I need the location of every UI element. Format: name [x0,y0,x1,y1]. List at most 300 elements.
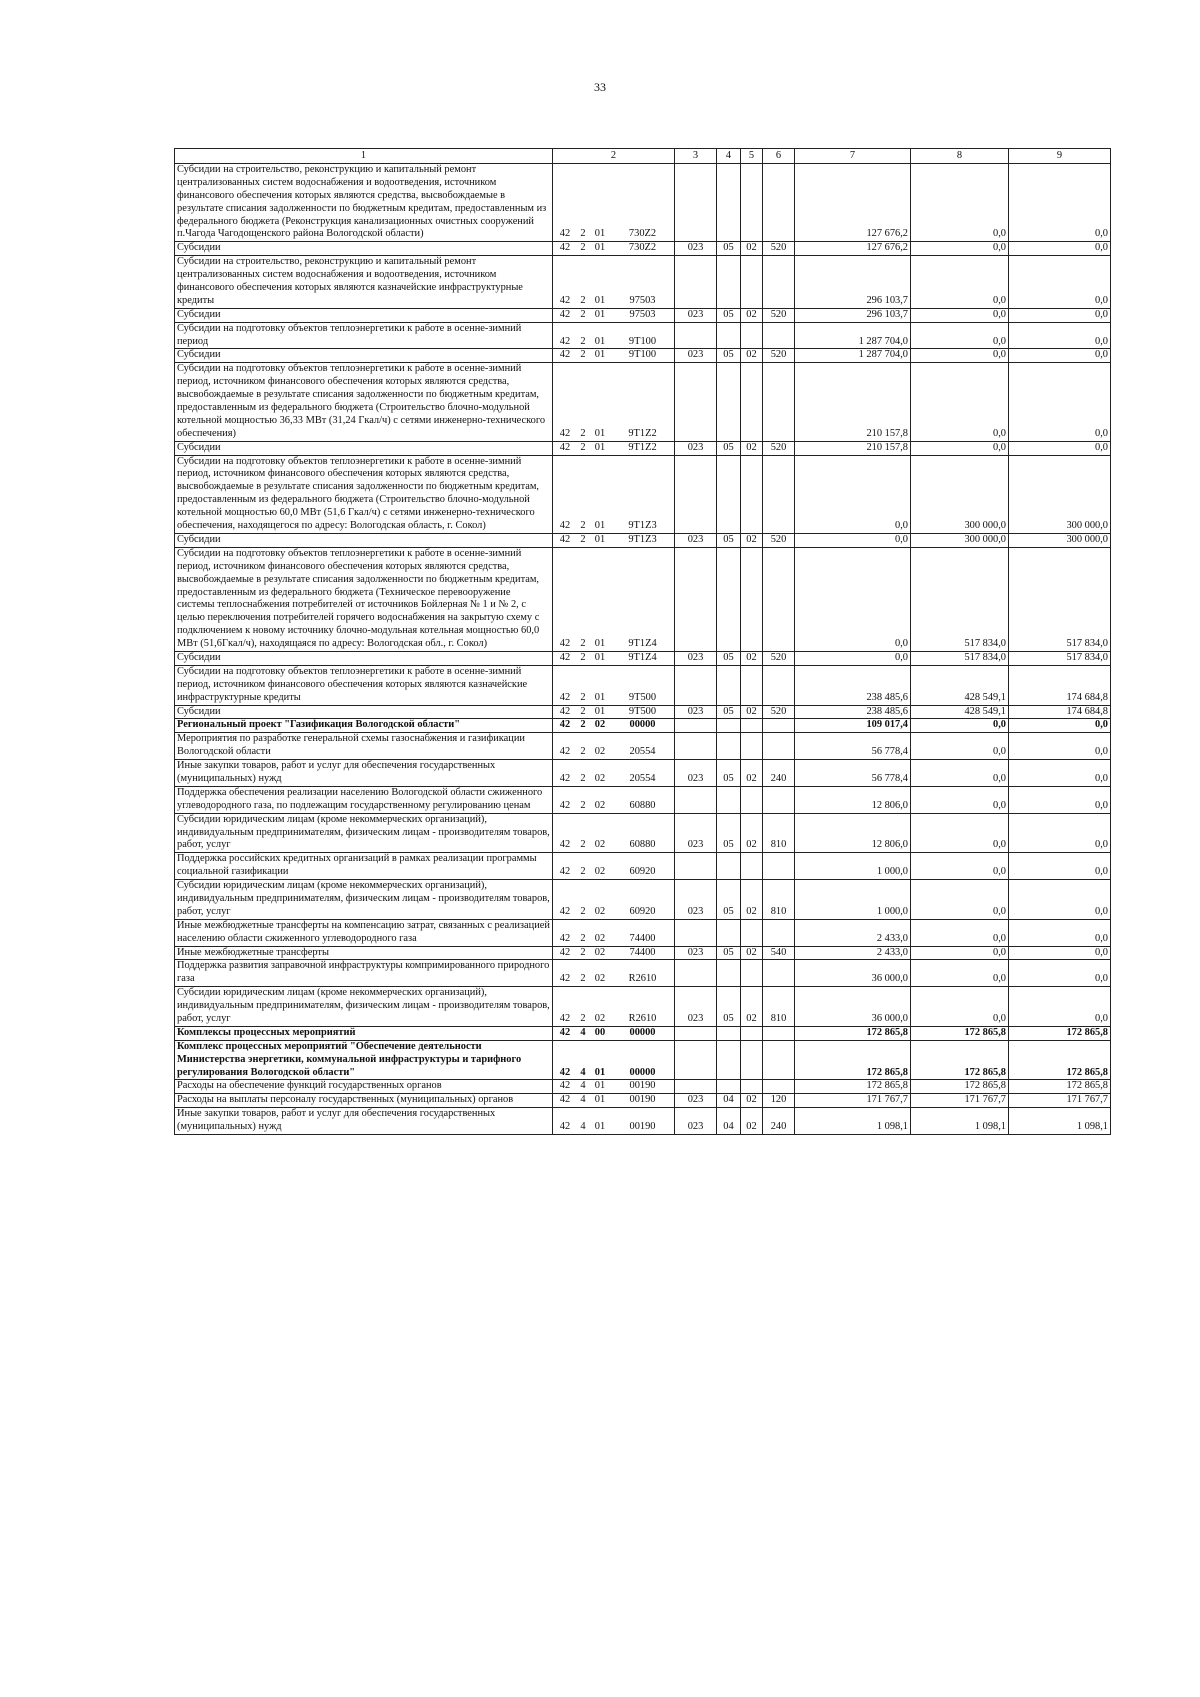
row-col-7: 0,0 [795,533,911,547]
row-col-6: 120 [763,1094,795,1108]
header-row [175,149,1111,164]
row-col-5: 02 [741,946,763,960]
column-header-6: 6 [763,149,795,164]
row-col-4 [717,455,741,533]
row-name: Субсидии юридическим лицам (кроме некоммерческих организаций), индивидуальным предпринимателям, физическим лицам - производителям товаров, работ, услуг [175,880,553,920]
row-col-7: 2 433,0 [795,946,911,960]
table-row [175,813,1111,853]
row-col-6: 810 [763,813,795,853]
row-col-8: 172 865,8 [911,1026,1009,1040]
row-code-cell [553,164,675,242]
row-col-5 [741,322,763,349]
table-row [175,455,1111,533]
row-col-9: 0,0 [1009,813,1111,853]
row-col-3 [675,960,717,987]
row-code-cell [553,363,675,441]
row-name: Расходы на выплаты персоналу государственных (муниципальных) органов [175,1094,553,1108]
row-col-5: 02 [741,880,763,920]
budget-table [174,148,1111,1135]
table-header [175,149,1111,164]
row-code-part-1: 42 [559,228,571,240]
row-col-6 [763,1026,795,1040]
row-col-8: 171 767,7 [911,1094,1009,1108]
column-header-4: 4 [717,149,741,164]
row-col-5 [741,363,763,441]
row-col-6: 520 [763,308,795,322]
row-code-cell [553,547,675,651]
row-code-part-4: 00000 [629,719,656,731]
row-name: Комплекс процессных мероприятий "Обеспечение деятельности Министерства энергетики, коммунальной инфраструктуры и тарифного регулирования Вологодской области" [175,1040,553,1080]
row-code-cell [553,719,675,733]
row-code-part-1: 42 [559,799,571,811]
row-code-cell [553,256,675,309]
row-code-part-2: 2 [580,638,586,650]
row-col-6: 520 [763,349,795,363]
row-col-4 [717,960,741,987]
row-code-part-4: 9T500 [628,691,657,703]
row-code-part-4: R2610 [628,973,657,985]
row-col-4: 05 [717,946,741,960]
row-col-7: 296 103,7 [795,256,911,309]
row-col-6 [763,919,795,946]
row-code-part-2: 2 [580,228,586,240]
row-col-4: 04 [717,1108,741,1135]
row-col-6 [763,256,795,309]
row-code-part-4: 97503 [629,294,656,306]
row-col-3: 023 [675,308,717,322]
row-code-part-3: 01 [594,1094,606,1106]
row-col-4: 05 [717,349,741,363]
row-col-3: 023 [675,705,717,719]
table-row [175,705,1111,719]
row-code-part-4: 60880 [629,799,656,811]
row-code-cell [553,1094,675,1108]
row-code-part-1: 42 [559,946,571,958]
row-code-part-2: 2 [580,932,586,944]
row-code-cell [553,441,675,455]
row-col-7: 1 000,0 [795,853,911,880]
row-col-9: 0,0 [1009,363,1111,441]
column-header-2: 2 [553,149,675,164]
row-col-4: 05 [717,880,741,920]
row-code-part-1: 42 [559,839,571,851]
row-code-part-4: 20554 [629,746,656,758]
row-col-4 [717,719,741,733]
row-col-5 [741,1026,763,1040]
row-col-8: 517 834,0 [911,651,1009,665]
row-code-part-1: 42 [559,308,571,320]
row-code-cell [553,987,675,1027]
row-col-5 [741,853,763,880]
row-code-part-2: 2 [580,973,586,985]
row-col-9: 171 767,7 [1009,1094,1111,1108]
row-name: Мероприятия по разработке генеральной схемы газоснабжения и газификации Вологодской области [175,733,553,760]
row-name: Иные межбюджетные трансферты на компенсацию затрат, связанных с реализацией населению области сжиженного углеводородного газа [175,919,553,946]
row-col-5 [741,1080,763,1094]
row-code-part-2: 2 [580,308,586,320]
table-row [175,946,1111,960]
row-col-3: 023 [675,946,717,960]
row-col-9: 172 865,8 [1009,1040,1111,1080]
row-code-cell [553,242,675,256]
row-name: Субсидии [175,533,553,547]
row-code-part-3: 01 [594,1066,606,1078]
row-code-part-1: 42 [559,533,571,545]
row-code-part-1: 42 [559,520,571,532]
row-col-4: 05 [717,533,741,547]
row-col-3 [675,1026,717,1040]
row-code-cell [553,651,675,665]
row-col-5 [741,719,763,733]
row-code-part-3: 01 [594,638,606,650]
row-col-9: 0,0 [1009,256,1111,309]
row-col-9: 1 098,1 [1009,1108,1111,1135]
row-name: Субсидии [175,705,553,719]
row-col-7: 172 865,8 [795,1080,911,1094]
row-col-8: 0,0 [911,349,1009,363]
row-col-3: 023 [675,880,717,920]
row-col-6: 520 [763,651,795,665]
row-col-8: 300 000,0 [911,455,1009,533]
row-name: Субсидии [175,651,553,665]
row-name: Субсидии юридическим лицам (кроме некоммерческих организаций), индивидуальным предпринимателям, физическим лицам - производителям товаров, работ, услуг [175,813,553,853]
column-header-5: 5 [741,149,763,164]
table-row [175,533,1111,547]
row-col-3: 023 [675,987,717,1027]
row-col-3 [675,1080,717,1094]
row-code-part-2: 4 [580,1026,586,1038]
table-row [175,1080,1111,1094]
row-col-6: 520 [763,441,795,455]
row-code-part-1: 42 [559,1026,571,1038]
row-code-part-1: 42 [559,242,571,254]
row-name: Субсидии [175,242,553,256]
row-col-7: 2 433,0 [795,919,911,946]
row-col-7: 0,0 [795,455,911,533]
row-code-part-1: 42 [559,772,571,784]
row-col-5 [741,256,763,309]
table-row [175,987,1111,1027]
row-code-part-3: 01 [594,228,606,240]
row-code-cell [553,919,675,946]
row-code-cell [553,533,675,547]
row-col-5: 02 [741,441,763,455]
row-code-part-1: 42 [559,1066,571,1078]
row-code-part-3: 01 [594,242,606,254]
row-col-3 [675,1040,717,1080]
row-code-part-1: 42 [559,427,571,439]
row-code-part-2: 2 [580,533,586,545]
row-col-9: 0,0 [1009,242,1111,256]
row-col-8: 0,0 [911,164,1009,242]
row-code-cell [553,786,675,813]
table-row [175,349,1111,363]
row-col-9: 0,0 [1009,441,1111,455]
row-code-part-2: 2 [580,349,586,361]
row-name: Субсидии на подготовку объектов теплоэнергетики к работе в осенне-зимний период, источником финансового обеспечения которых являются средства, высвобождаемые в результате списания задолженности по бюджетным кредитам, предоставленным из федерального бюджета (Строительство блочно-модульной котельной мощностью 60,0 МВт (51,6 Гкал/ч) с сетями инженерно-технического обеспечения, находящегося по адресу: Вологодская область, г. Сокол) [175,455,553,533]
column-header-9: 9 [1009,149,1111,164]
table-row [175,1040,1111,1080]
row-code-part-2: 2 [580,905,586,917]
row-name: Субсидии юридическим лицам (кроме некоммерческих организаций), индивидуальным предпринимателям, физическим лицам - производителям товаров, работ, услуг [175,987,553,1027]
row-name: Субсидии [175,308,553,322]
row-code-part-3: 01 [594,441,606,453]
table-row [175,547,1111,651]
row-code-part-2: 2 [580,705,586,717]
row-col-3 [675,256,717,309]
row-code-cell [553,322,675,349]
row-code-part-3: 02 [594,866,606,878]
row-code-part-2: 2 [580,427,586,439]
row-code-part-4: 730Z2 [628,242,657,254]
row-code-part-1: 42 [559,1080,571,1092]
row-code-part-2: 2 [580,839,586,851]
row-col-3 [675,733,717,760]
row-col-9: 0,0 [1009,308,1111,322]
table-row [175,760,1111,787]
row-col-5 [741,665,763,705]
row-code-part-1: 42 [559,1094,571,1106]
row-col-7: 210 157,8 [795,441,911,455]
row-col-8: 0,0 [911,946,1009,960]
row-col-3: 023 [675,349,717,363]
row-name: Поддержка обеспечения реализации населению Вологодской области сжиженного углеводородного газа, по подлежащим государственному регулированию ценам [175,786,553,813]
row-col-9: 0,0 [1009,919,1111,946]
row-code-part-2: 2 [580,520,586,532]
row-col-3 [675,853,717,880]
row-col-8: 0,0 [911,786,1009,813]
row-name: Иные закупки товаров, работ и услуг для обеспечения государственных (муниципальных) нужд [175,1108,553,1135]
row-col-9: 517 834,0 [1009,651,1111,665]
row-col-7: 1 000,0 [795,880,911,920]
row-col-9: 517 834,0 [1009,547,1111,651]
row-col-9: 0,0 [1009,760,1111,787]
row-col-9: 0,0 [1009,946,1111,960]
row-col-3 [675,455,717,533]
row-col-8: 172 865,8 [911,1040,1009,1080]
row-code-part-2: 2 [580,866,586,878]
row-name: Иные закупки товаров, работ и услуг для обеспечения государственных (муниципальных) нужд [175,760,553,787]
row-code-cell [553,1040,675,1080]
row-col-5: 02 [741,760,763,787]
row-code-cell [553,946,675,960]
row-col-6 [763,853,795,880]
row-code-cell [553,455,675,533]
row-col-8: 1 098,1 [911,1108,1009,1135]
row-col-6: 520 [763,242,795,256]
row-code-part-4: 97503 [629,308,656,320]
table-row [175,1094,1111,1108]
row-code-part-1: 42 [559,335,571,347]
row-code-part-3: 02 [594,946,606,958]
row-col-6 [763,786,795,813]
row-col-7: 36 000,0 [795,960,911,987]
row-code-part-2: 2 [580,772,586,784]
row-code-part-4: 9T100 [628,349,657,361]
row-col-6 [763,455,795,533]
row-code-cell [553,665,675,705]
row-col-7: 36 000,0 [795,987,911,1027]
row-code-part-2: 4 [580,1094,586,1106]
row-col-7: 171 767,7 [795,1094,911,1108]
row-name: Поддержка развития заправочной инфраструктуры компримированного природного газа [175,960,553,987]
table-row [175,1108,1111,1135]
row-col-9: 174 684,8 [1009,705,1111,719]
row-code-part-3: 01 [594,349,606,361]
row-col-5: 02 [741,1094,763,1108]
row-code-part-3: 01 [594,294,606,306]
row-col-8: 0,0 [911,987,1009,1027]
row-col-4: 05 [717,308,741,322]
row-name: Комплексы процессных мероприятий [175,1026,553,1040]
row-code-part-1: 42 [559,973,571,985]
row-col-4 [717,733,741,760]
row-code-part-4: 9T1Z2 [628,427,657,439]
page-number: 33 [594,80,606,94]
row-code-part-4: 00000 [629,1026,656,1038]
row-code-cell [553,1026,675,1040]
row-col-8: 0,0 [911,322,1009,349]
row-col-5: 02 [741,705,763,719]
row-col-8: 428 549,1 [911,665,1009,705]
table-row [175,853,1111,880]
row-col-7: 56 778,4 [795,733,911,760]
row-col-9: 0,0 [1009,719,1111,733]
row-code-part-1: 42 [559,866,571,878]
row-code-part-4: 60920 [629,866,656,878]
row-code-cell [553,813,675,853]
row-col-9: 0,0 [1009,960,1111,987]
table-row [175,651,1111,665]
row-code-part-1: 42 [559,905,571,917]
row-col-8: 300 000,0 [911,533,1009,547]
row-code-part-2: 2 [580,335,586,347]
row-col-6 [763,733,795,760]
row-code-part-3: 02 [594,905,606,917]
row-col-7: 12 806,0 [795,813,911,853]
row-col-4: 05 [717,987,741,1027]
row-col-6: 540 [763,946,795,960]
table-body [175,164,1111,1135]
table-row [175,733,1111,760]
row-col-5 [741,547,763,651]
row-code-part-4: 9T1Z3 [628,533,657,545]
row-name: Субсидии на подготовку объектов теплоэнергетики к работе в осенне-зимний период [175,322,553,349]
table-row [175,665,1111,705]
row-code-part-3: 02 [594,799,606,811]
row-col-9: 300 000,0 [1009,533,1111,547]
row-col-4 [717,256,741,309]
row-col-8: 0,0 [911,441,1009,455]
row-col-3: 023 [675,1094,717,1108]
row-col-6: 520 [763,705,795,719]
row-col-8: 0,0 [911,880,1009,920]
row-col-8: 0,0 [911,242,1009,256]
row-col-7: 56 778,4 [795,760,911,787]
row-col-9: 0,0 [1009,733,1111,760]
row-col-5: 02 [741,349,763,363]
table-row [175,880,1111,920]
row-code-part-3: 01 [594,1121,606,1133]
row-name: Расходы на обеспечение функций государственных органов [175,1080,553,1094]
row-code-cell [553,1108,675,1135]
row-code-part-1: 42 [559,719,571,731]
row-code-cell [553,760,675,787]
row-code-part-1: 42 [559,638,571,650]
row-col-3 [675,547,717,651]
row-code-cell [553,880,675,920]
row-col-5: 02 [741,651,763,665]
row-col-7: 296 103,7 [795,308,911,322]
row-code-part-4: 9T1Z4 [628,651,657,663]
row-code-part-1: 42 [559,294,571,306]
row-col-4 [717,1026,741,1040]
column-header-3: 3 [675,149,717,164]
row-code-part-4: 00190 [629,1080,656,1092]
row-code-part-3: 01 [594,520,606,532]
row-col-5: 02 [741,813,763,853]
row-code-part-4: 74400 [629,932,656,944]
table-row [175,1026,1111,1040]
row-col-4: 05 [717,242,741,256]
row-code-part-4: 9T1Z2 [628,441,657,453]
row-code-part-1: 42 [559,441,571,453]
row-col-6 [763,1080,795,1094]
row-col-4 [717,164,741,242]
row-code-part-1: 42 [559,349,571,361]
row-code-part-2: 2 [580,799,586,811]
table-row [175,960,1111,987]
row-col-5 [741,164,763,242]
row-col-8: 0,0 [911,363,1009,441]
row-col-8: 0,0 [911,308,1009,322]
row-code-part-2: 2 [580,294,586,306]
row-col-4 [717,665,741,705]
row-code-cell [553,705,675,719]
row-code-part-4: 9T100 [628,335,657,347]
row-col-5 [741,1040,763,1080]
row-col-9: 0,0 [1009,853,1111,880]
row-col-5: 02 [741,1108,763,1135]
row-col-9: 0,0 [1009,164,1111,242]
table-row [175,719,1111,733]
row-col-7: 109 017,4 [795,719,911,733]
row-col-7: 1 287 704,0 [795,322,911,349]
row-name: Субсидии на строительство, реконструкцию и капитальный ремонт централизованных систем водоснабжения и водоотведения, источником финансового обеспечения которых являются казначейские инфраструктурные кредиты [175,256,553,309]
row-code-part-3: 01 [594,427,606,439]
row-col-8: 0,0 [911,960,1009,987]
row-code-part-4: 9T1Z4 [628,638,657,650]
row-col-5 [741,960,763,987]
row-col-6: 810 [763,880,795,920]
row-col-3: 023 [675,760,717,787]
row-code-part-3: 02 [594,839,606,851]
row-code-part-4: 730Z2 [628,228,657,240]
row-col-7: 0,0 [795,651,911,665]
row-col-9: 174 684,8 [1009,665,1111,705]
row-col-3 [675,363,717,441]
row-code-part-3: 02 [594,772,606,784]
row-col-4: 04 [717,1094,741,1108]
row-code-part-1: 42 [559,651,571,663]
row-col-3 [675,665,717,705]
row-code-part-4: 00190 [629,1121,656,1133]
row-col-3: 023 [675,533,717,547]
row-col-3: 023 [675,242,717,256]
row-col-4 [717,1040,741,1080]
row-col-9: 172 865,8 [1009,1026,1111,1040]
row-col-4: 05 [717,705,741,719]
